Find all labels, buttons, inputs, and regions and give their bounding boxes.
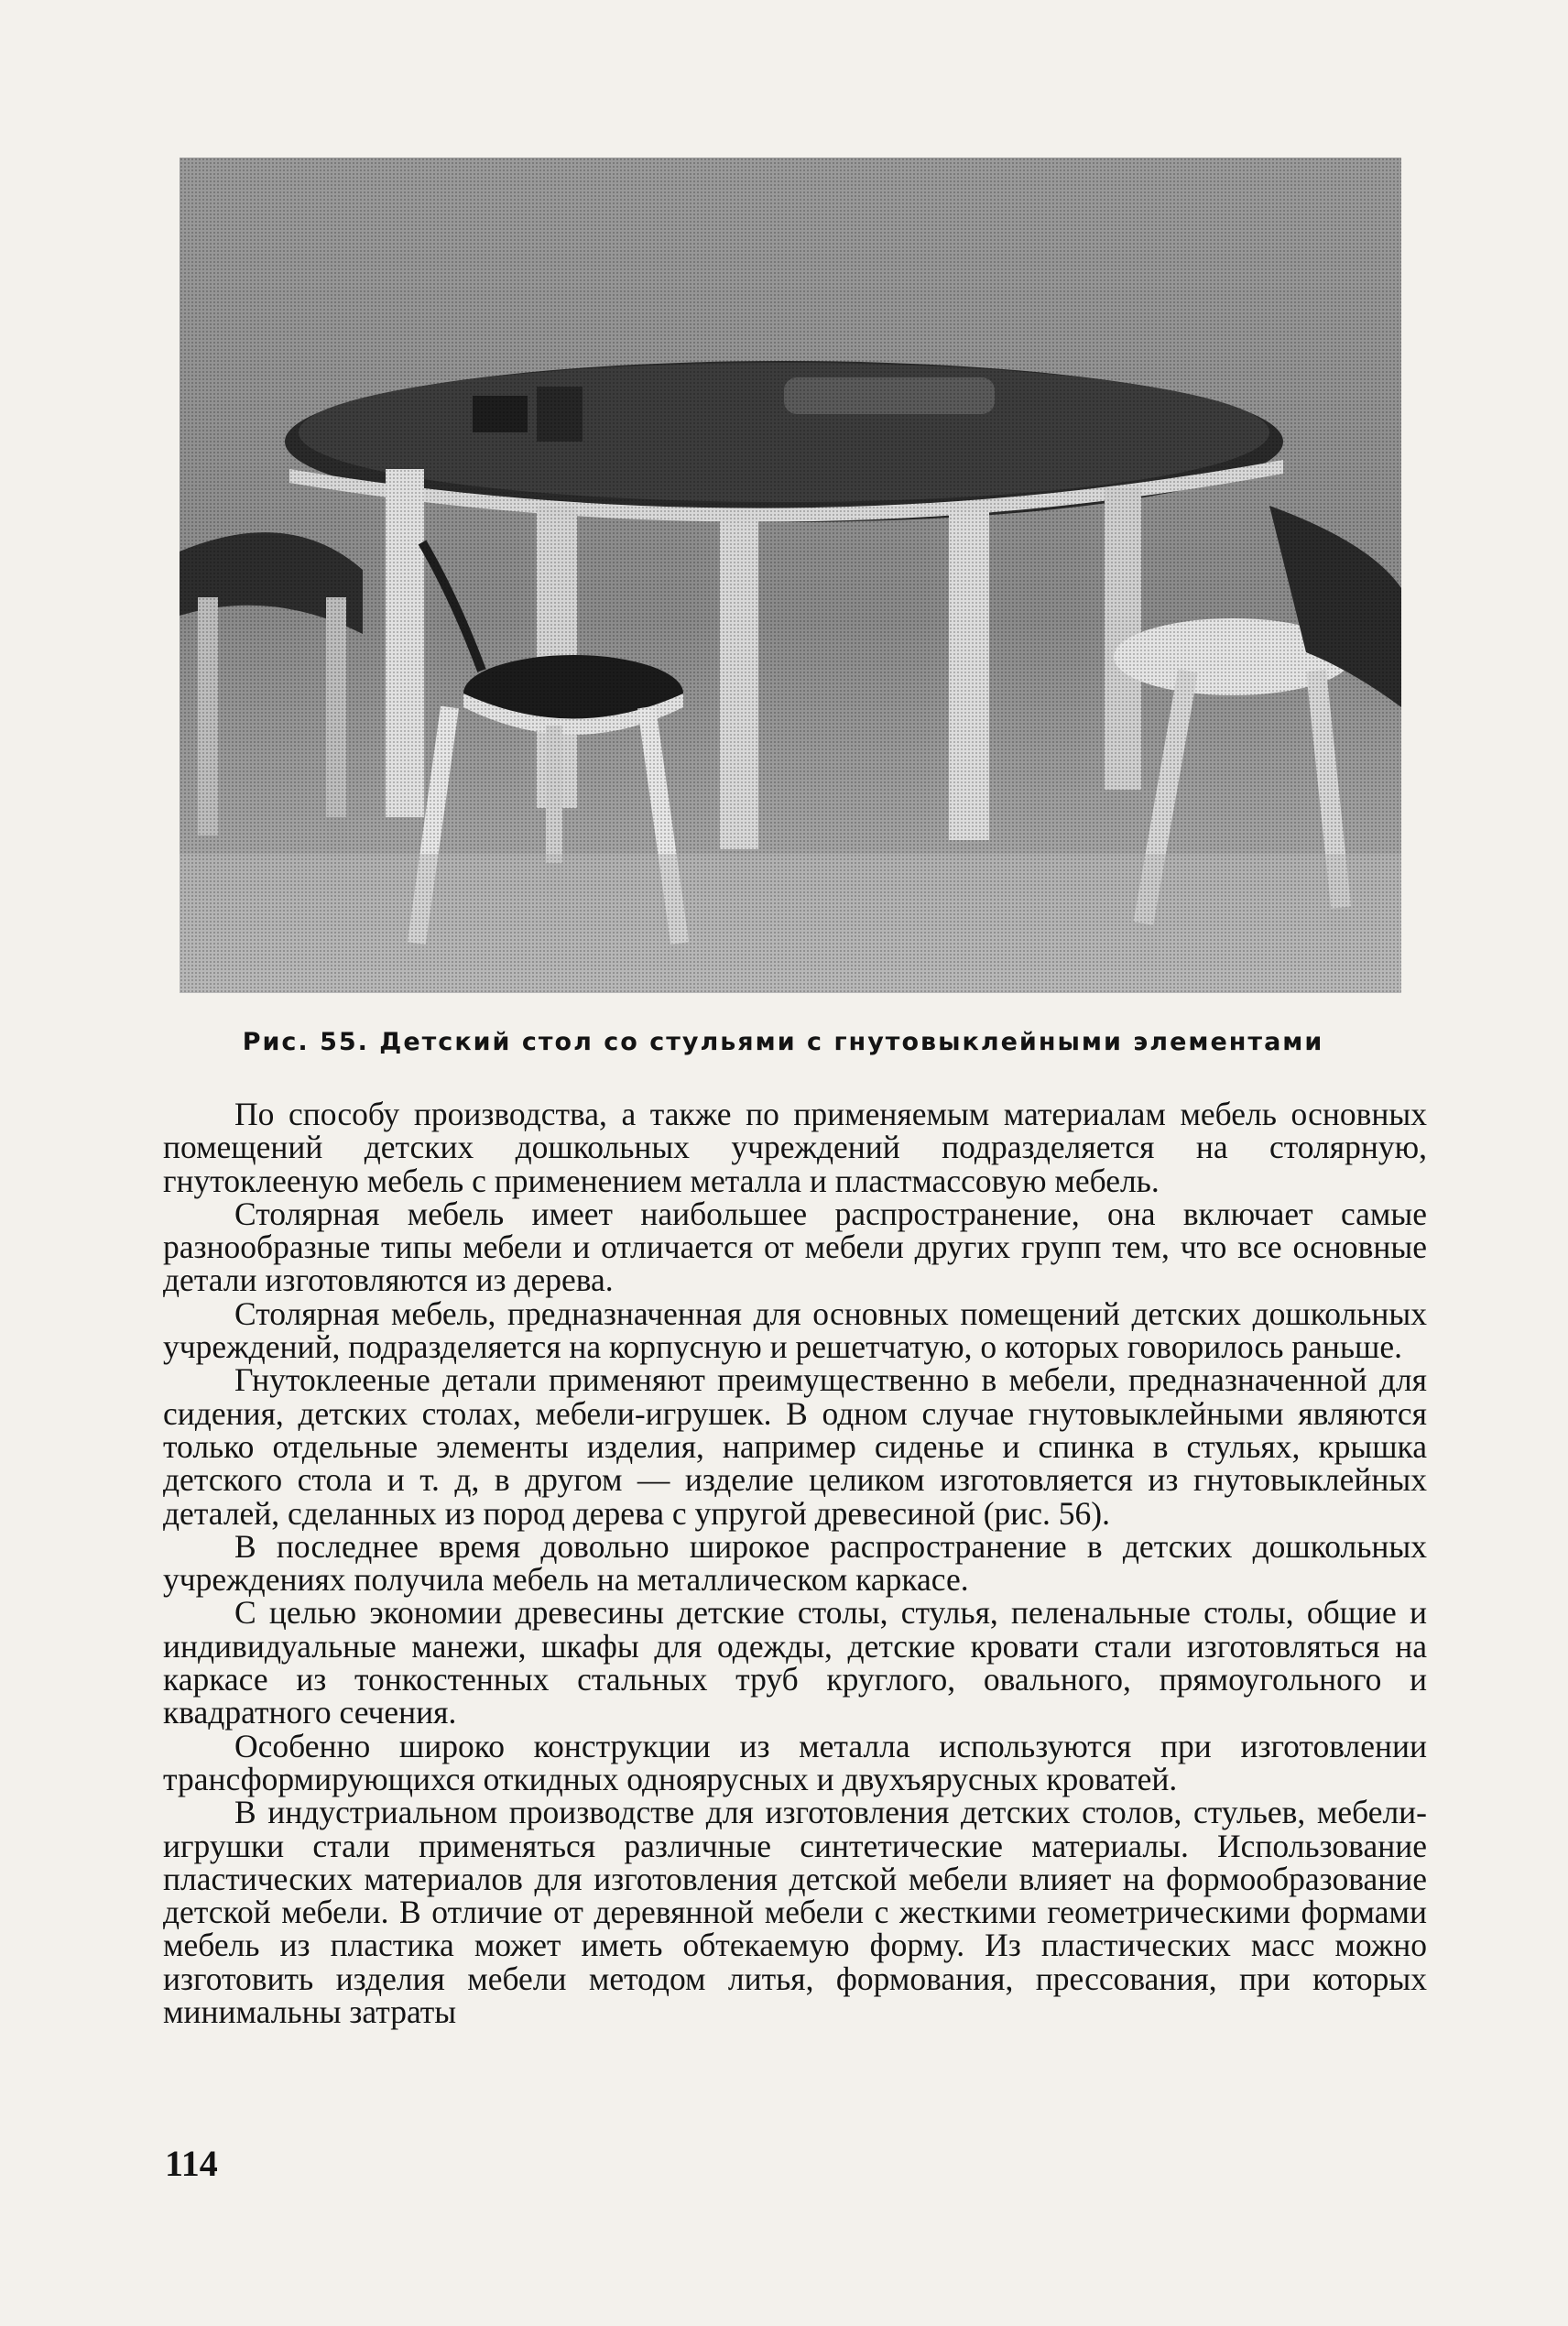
- paragraph: Столярная мебель, предназначенная для основных помещений детских дошкольных учреждений, подразделяется на корпусную и решетчатую, о которых говорилось раньше.: [163, 1294, 1427, 1366]
- paragraph: Столярная мебель имеет наибольшее распространение, она включает самые разнообразные типы мебели и отличается от мебели других групп тем, что все основные детали изготовляются из дерева.: [163, 1195, 1427, 1299]
- paragraph: В последнее время довольно широкое распространение в детских дошкольных учреждениях получила мебель на металлическом каркасе.: [163, 1527, 1427, 1599]
- paragraph: По способу производства, а также по применяемым материалам мебель основных помещений детских дошкольных учреждений подразделяется на столярную, гнутоклееную мебель с применением металла и пластмассовую мебель.: [163, 1096, 1427, 1199]
- paragraph: С целью экономии древесины детские столы, стулья, пеленальные столы, общие и индивидуальные манежи, шкафы для одежды, детские кровати стали изготовляться на каркасе из тонкостенных стальных труб круглого, овального, прямоугольного и квадратного сечения.: [163, 1594, 1427, 1731]
- figure-photo: [180, 158, 1401, 993]
- paragraph: Особенно широко конструкции из металла используются при изготовлении трансформирующихся откидных одноярусных и двухъярусных кроватей.: [163, 1727, 1427, 1797]
- body-text: [163, 1096, 1427, 2031]
- paragraph: Гнутоклееные детали применяют преимущественно в мебели, предназначенной для сидения, детских столах, мебели-игрушек. В одном случае гнутовыклейными являются только отдельные элементы изделия, например сиденье и спинка в стульях, крышка детского стола и т. д, в другом — изделие целиком изготовляется из гнутовыклейных деталей, сделанных из пород дерева с упругой древесиной (рис. 56).: [163, 1361, 1427, 1532]
- page-number: 114: [165, 2143, 218, 2184]
- paragraph: В индустриальном производстве для изготовления детских столов, стульев, мебели-игрушки стали применяться различные синтетические материалы. Использование пластических материалов для изготовления детской мебели влияет на формообразование детской мебели. В отличие от деревянной мебели с жесткими геометрическими формами мебель из пластика может иметь обтекаемую форму. Из пластических масс можно изготовить изделия мебели методом литья, формования, прессования, при которых минимальны затраты: [163, 1794, 1427, 2031]
- figure-caption: Рис. 55. Детский стол со стульями с гнутовыклейными элементами: [242, 1028, 1324, 1056]
